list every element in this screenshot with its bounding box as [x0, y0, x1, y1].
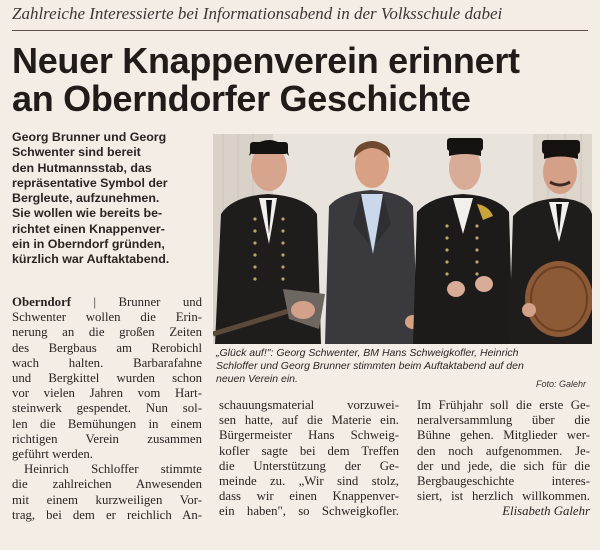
body-line: schauungsmaterial vorzuwei- [219, 398, 399, 412]
headline [12, 42, 592, 118]
group-photo [213, 134, 592, 344]
headline-line-2: an Oberndorfer Geschichte [12, 78, 471, 119]
body-line: des Bergbaus am Rerobichl [12, 340, 202, 355]
kicker-rule [12, 30, 588, 31]
lead-paragraph [12, 130, 204, 268]
body-line: Schwenter wollen die Erin- [12, 310, 202, 325]
body-line: die Unterstützung der Ge- [219, 458, 399, 473]
lead-line: ein in Oberndorf gründen, [12, 237, 165, 252]
lead-line: kürzlich war Auftaktabend. [12, 252, 170, 267]
article-column-2 [219, 398, 399, 520]
body-line: richtigen Verein zusammen [12, 431, 202, 446]
caption-line: Schloffer und Georg Brunner stimmten beim Auftaktabend auf den [216, 360, 524, 373]
body-line: kofler sagte bei dem Treffen [219, 443, 399, 458]
body-line: len die Bemühungen in einem [12, 416, 202, 431]
caption-line: neuen Verein ein. [216, 373, 298, 386]
body-line: den noch aufgenommen. Je- [417, 443, 590, 458]
lead-line: Bergleute, aufzunehmen. [12, 191, 160, 206]
photo-credit: Foto: Galehr [535, 379, 586, 389]
article-column-1 [12, 295, 202, 523]
body-line: siert, ist herzlich willkommen. [417, 489, 590, 504]
kicker-headline: Zahlreiche Interessierte bei Informationsabend in der Volksschule dabei [12, 4, 503, 23]
lead-line: Schwenter sind bereit [12, 145, 141, 160]
body-line: die zahlreichen Anwesenden [12, 477, 202, 492]
lead-line: den Hutmannsstab, das [12, 160, 152, 175]
lead-line: richtet einen Knappenver- [12, 221, 165, 236]
dateline-separator: | [93, 295, 97, 309]
body-line [12, 295, 202, 310]
body-line: der und jede, die sich für die [417, 458, 590, 473]
body-line: und Bergkittel wurden schon [12, 371, 202, 386]
headline-line-1: Neuer Knappenverein erinnert [12, 40, 520, 81]
lead-line: repräsentative Symbol der [12, 175, 168, 190]
body-line: mit einem kurzweiligen Vor- [12, 492, 202, 507]
dateline: Oberndorf [12, 295, 72, 309]
author-byline: Elisabeth Galehr [502, 504, 590, 519]
body-line: sen hatte, auf die Materie ein. [219, 413, 399, 428]
body-line: wach halten. Barbarafahne [12, 355, 202, 370]
body-line: ein haben", so Schweigkofler. [219, 504, 399, 519]
lead-line: Sie wollen wie bereits be- [12, 206, 163, 221]
body-line: vor vielen Jahren vom Hart- [12, 386, 202, 401]
body-line: Bergbaugeschichte interes- [417, 474, 590, 489]
body-line: Bühne gehen. Mitglieder wer- [417, 428, 590, 443]
body-text: Brunner und [118, 295, 203, 309]
body-line: steinwerk gespendet. Nun sol- [12, 401, 202, 416]
article-column-3 [417, 398, 590, 520]
body-line: trag, bei dem er reichlich An- [12, 507, 202, 522]
body-line: neralversammlung über die [417, 413, 590, 428]
body-line: Im Frühjahr soll die erste Ge- [417, 398, 590, 412]
photo-caption [216, 347, 591, 387]
caption-line: „Glück auf!": Georg Schwenter, BM Hans Schweigkofler, Heinrich [216, 347, 519, 359]
group-photo-illustration [213, 134, 592, 344]
body-line: Bürgermeister Hans Schweig- [219, 428, 399, 443]
body-line: dass wir einen Knappenver- [219, 489, 399, 504]
body-line: meinde zu. „Wir sind stolz, [219, 474, 399, 489]
lead-line: Georg Brunner und Georg [12, 130, 167, 144]
body-line: Heinrich Schloffer stimmte [24, 462, 202, 477]
body-line: geführt werden. [12, 447, 94, 462]
body-line: nerung an die großen Zeiten [12, 325, 202, 340]
